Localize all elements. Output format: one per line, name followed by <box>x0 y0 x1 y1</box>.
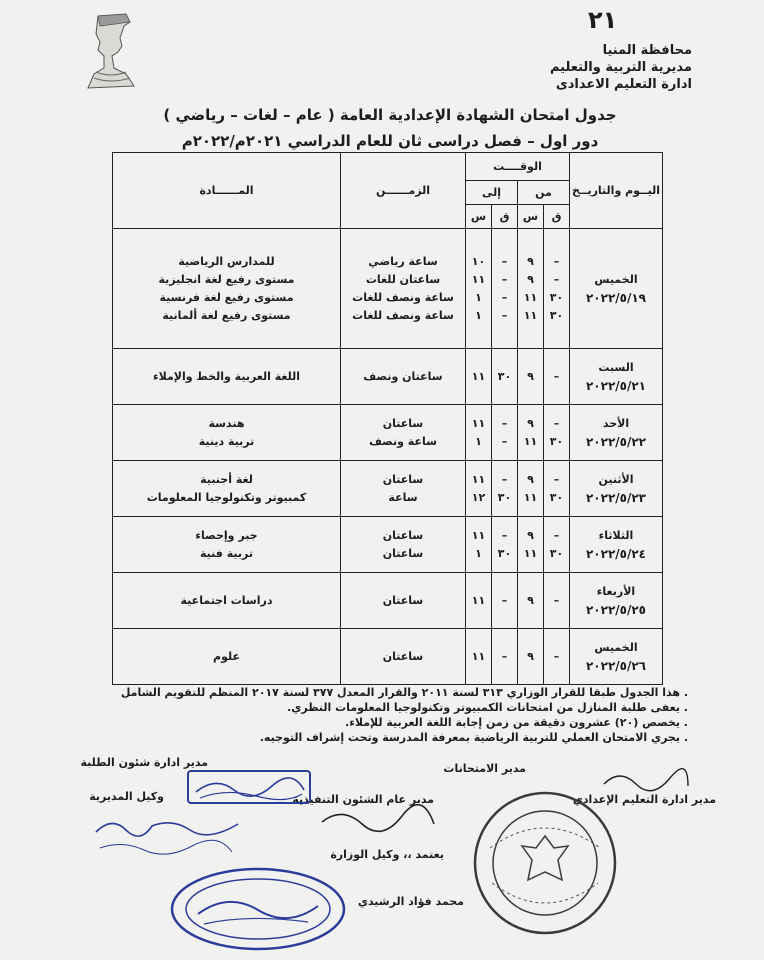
schedule-row <box>113 629 663 685</box>
subject-value: دراسات اجتماعية <box>180 593 273 607</box>
to-minutes-value: ٣٠ <box>497 490 512 504</box>
schedule-row <box>113 517 663 573</box>
schedule-row <box>113 229 663 349</box>
to-minutes-value: – <box>501 593 508 607</box>
from-hour-cell <box>518 405 544 461</box>
to-hour-value: ١١ <box>471 272 486 286</box>
from-minutes-value: ٣٠ <box>549 490 564 504</box>
header-day-date: اليــوم والتاريــخ <box>570 153 663 229</box>
subject-value: هندسة <box>208 416 245 430</box>
page-number: ٢١ <box>588 6 618 34</box>
date-label: ٢٠٢٢/٥/٢٢ <box>585 434 647 449</box>
from-minutes-value: – <box>553 528 560 542</box>
to-minutes-value: – <box>501 472 508 486</box>
duration-value: ساعتان للغات <box>365 272 441 286</box>
date-label: ٢٠٢٢/٥/٢٦ <box>585 658 647 673</box>
sig-prep-director: مدير ادارة التعليم الإعدادي <box>572 793 716 806</box>
to-minutes-cell <box>492 573 518 629</box>
exam-schedule-table <box>112 152 663 685</box>
from-minutes-value: – <box>553 272 560 286</box>
from-minutes-value: ٣٠ <box>549 308 564 322</box>
subject-value: علوم <box>213 649 240 663</box>
day-label: الثلاثاء <box>598 528 634 542</box>
header-subject: المــــــادة <box>113 153 341 229</box>
subject-cell <box>113 349 341 405</box>
to-hour-value: ١١ <box>471 416 486 430</box>
duration-value: ساعة ونصف <box>369 434 437 448</box>
from-minutes-value: ٣٠ <box>549 434 564 448</box>
blue-name-stamp <box>186 768 314 808</box>
duration-value: ساعة <box>388 490 418 504</box>
administration-label: ادارة التعليم الاعدادى <box>555 77 692 92</box>
from-minutes-cell <box>544 629 570 685</box>
to-hour-value: ١ <box>475 434 482 448</box>
subject-cell <box>113 629 341 685</box>
to-hour-value: ١١ <box>471 593 486 607</box>
header-to-q: ق <box>492 205 518 229</box>
schedule-row <box>113 461 663 517</box>
to-minutes-value: – <box>501 528 508 542</box>
to-minutes-value: – <box>501 272 508 286</box>
from-minutes-value: – <box>553 369 560 383</box>
to-hour-cell <box>466 629 492 685</box>
from-minutes-value: – <box>553 649 560 663</box>
day-label: الخميس <box>594 640 638 654</box>
to-minutes-value: – <box>501 649 508 663</box>
from-minutes-value: – <box>553 416 560 430</box>
from-minutes-cell <box>544 229 570 349</box>
notes-block <box>88 685 688 745</box>
sig-exams-director: مدير الامتحانات <box>443 762 526 775</box>
from-hour-cell <box>518 461 544 517</box>
duration-cell <box>341 349 466 405</box>
duration-cell <box>341 517 466 573</box>
from-hour-value: ٩ <box>527 369 534 383</box>
from-hour-cell <box>518 573 544 629</box>
title-line-1: جدول امتحان الشهادة الإعدادية العامة ( عام – لغات – رياضي ) <box>163 106 617 124</box>
to-minutes-cell <box>492 349 518 405</box>
day-label: الأربعاء <box>596 584 636 598</box>
to-minutes-value: – <box>501 308 508 322</box>
from-minutes-value: – <box>553 254 560 268</box>
to-minutes-cell <box>492 629 518 685</box>
from-hour-value: ٩ <box>527 416 534 430</box>
date-label: ٢٠٢٢/٥/٢٤ <box>585 546 647 561</box>
to-minutes-value: – <box>501 416 508 430</box>
from-minutes-cell <box>544 461 570 517</box>
from-hour-value: ٩ <box>527 272 534 286</box>
header-duration: الزمــــــن <box>341 153 466 229</box>
note-item: . هذا الجدول طبقا للقرار الوزاري ٣١٣ لسنة ٢٠١١ والقرار المعدل ٣٧٧ لسنة ٢٠١٧ المنظم للتقويم الشامل <box>120 686 688 699</box>
subject-value: تربية دينية <box>198 434 255 448</box>
sig-students-affairs: مدير ادارة شئون الطلبة <box>80 756 208 769</box>
from-hour-value: ١١ <box>523 434 538 448</box>
from-hour-cell <box>518 349 544 405</box>
day-label: الخميس <box>594 272 638 286</box>
to-minutes-value: – <box>501 254 508 268</box>
to-hour-value: ١١ <box>471 369 486 383</box>
duration-value: ساعتان <box>382 528 424 542</box>
to-hour-value: ١١ <box>471 649 486 663</box>
day-label: السبت <box>598 360 634 374</box>
to-hour-value: ١١ <box>471 472 486 486</box>
from-minutes-value: ٣٠ <box>549 290 564 304</box>
to-hour-cell <box>466 461 492 517</box>
to-hour-cell <box>466 229 492 349</box>
duration-cell <box>341 573 466 629</box>
from-hour-value: ٩ <box>527 472 534 486</box>
from-hour-value: ٩ <box>527 528 534 542</box>
subject-value: لغة أجنبية <box>200 472 253 486</box>
from-minutes-cell <box>544 573 570 629</box>
note-item: . يعفى طلبة المنازل من امتحانات الكمبيوتر وتكنولوجيا المعلومات النظري. <box>287 701 688 714</box>
subject-value: مستوى رفيع لغة فرنسية <box>159 290 294 304</box>
subject-cell <box>113 517 341 573</box>
duration-value: ساعتان <box>382 546 424 560</box>
to-minutes-value: – <box>501 434 508 448</box>
day-date-cell <box>570 349 663 405</box>
day-label: الأثنين <box>598 472 634 486</box>
day-label: الأحد <box>602 416 630 430</box>
from-hour-cell <box>518 229 544 349</box>
subject-value: للمدارس الرياضية <box>178 254 275 268</box>
black-signature <box>318 800 438 840</box>
to-minutes-value: ٣٠ <box>497 546 512 560</box>
from-minutes-value: – <box>553 593 560 607</box>
from-hour-value: ٩ <box>527 254 534 268</box>
from-hour-value: ١١ <box>523 546 538 560</box>
from-minutes-cell <box>544 517 570 573</box>
to-hour-cell <box>466 405 492 461</box>
duration-cell <box>341 629 466 685</box>
sig-name: محمد فؤاد الرشيدي <box>357 895 464 908</box>
to-minutes-cell <box>492 517 518 573</box>
note-item: . يخصص (٢٠) عشرون دقيقة من زمن إجابة اللغة العربية للإملاء. <box>345 716 688 729</box>
header-to-s: س <box>466 205 492 229</box>
from-minutes-cell <box>544 349 570 405</box>
date-label: ٢٠٢٢/٥/٢١ <box>585 378 647 393</box>
header-to: إلى <box>466 181 518 205</box>
title-line-2: دور اول – فصل دراسى ثان للعام الدراسي ٢٠٢١م/٢٠٢٢م <box>181 132 599 150</box>
subject-cell <box>113 229 341 349</box>
from-hour-value: ١١ <box>523 490 538 504</box>
day-date-cell <box>570 229 663 349</box>
header-block <box>550 42 692 93</box>
from-hour-value: ١١ <box>523 290 538 304</box>
day-date-cell <box>570 629 663 685</box>
to-minutes-cell <box>492 405 518 461</box>
day-date-cell <box>570 517 663 573</box>
subject-value: كمبيوتر وتكنولوجيا المعلومات <box>146 490 307 504</box>
to-hour-cell <box>466 349 492 405</box>
day-date-cell <box>570 573 663 629</box>
from-hour-value: ١١ <box>523 308 538 322</box>
subject-value: مستوى رفيع لغة ألمانية <box>162 308 291 322</box>
subject-cell <box>113 573 341 629</box>
duration-value: ساعتان <box>382 416 424 430</box>
black-signature-right <box>600 764 690 798</box>
from-minutes-value: ٣٠ <box>549 546 564 560</box>
day-date-cell <box>570 461 663 517</box>
to-hour-value: ١ <box>475 290 482 304</box>
to-minutes-value: ٣٠ <box>497 369 512 383</box>
directorate-label: مديرية التربية والتعليم <box>549 60 692 75</box>
duration-cell <box>341 229 466 349</box>
sig-approved: يعتمد ،، وكيل الوزارة <box>330 848 444 861</box>
to-hour-value: ١ <box>475 546 482 560</box>
schedule-row <box>113 405 663 461</box>
header-time: الوقــــت <box>466 153 570 181</box>
from-minutes-value: – <box>553 472 560 486</box>
duration-value: ساعة ونصف للغات <box>352 290 454 304</box>
subject-value: تربية فنية <box>200 546 253 560</box>
duration-value: ساعة رياضي <box>368 254 438 268</box>
schedule-row <box>113 349 663 405</box>
from-minutes-cell <box>544 405 570 461</box>
duration-cell <box>341 405 466 461</box>
duration-value: ساعتان ونصف <box>363 369 443 383</box>
from-hour-value: ٩ <box>527 593 534 607</box>
subject-cell <box>113 405 341 461</box>
note-item: . يجري الامتحان العملي للتربية الرياضية بمعرفة المدرسة وتحت إشراف التوجيه. <box>259 731 688 744</box>
governorate-label: محافظة المنيا <box>602 43 692 58</box>
header-from-s: س <box>518 205 544 229</box>
sig-deputy-directorate: وكيل المديرية <box>89 790 164 803</box>
to-hour-value: ١٠ <box>471 254 486 268</box>
subject-value: اللغة العربية والخط والإملاء <box>152 369 301 383</box>
to-hour-value: ١٢ <box>471 490 486 504</box>
to-minutes-cell <box>492 461 518 517</box>
subject-value: جبر وإحصاء <box>195 528 258 542</box>
round-eagle-seal <box>470 788 620 938</box>
from-hour-value: ٩ <box>527 649 534 663</box>
blue-oval-stamp <box>168 866 348 952</box>
duration-value: ساعة ونصف للغات <box>352 308 454 322</box>
duration-value: ساعتان <box>382 593 424 607</box>
duration-value: ساعتان <box>382 472 424 486</box>
date-label: ٢٠٢٢/٥/٢٣ <box>585 490 647 505</box>
sig-exec-affairs: مدير عام الشئون التنفيذية <box>292 793 434 806</box>
subject-value: مستوى رفيع لغة انجليزية <box>158 272 295 286</box>
to-hour-cell <box>466 517 492 573</box>
to-minutes-value: – <box>501 290 508 304</box>
schedule-row <box>113 573 663 629</box>
to-hour-cell <box>466 573 492 629</box>
date-label: ٢٠٢٢/٥/٢٥ <box>585 602 647 617</box>
from-hour-cell <box>518 629 544 685</box>
header-from: من <box>518 181 570 205</box>
blue-signature <box>92 812 242 864</box>
to-hour-value: ١ <box>475 308 482 322</box>
duration-cell <box>341 461 466 517</box>
duration-value: ساعتان <box>382 649 424 663</box>
header-from-q: ق <box>544 205 570 229</box>
nefertiti-logo <box>80 12 142 90</box>
subject-cell <box>113 461 341 517</box>
day-date-cell <box>570 405 663 461</box>
date-label: ٢٠٢٢/٥/١٩ <box>585 290 647 305</box>
from-hour-cell <box>518 517 544 573</box>
to-hour-value: ١١ <box>471 528 486 542</box>
to-minutes-cell <box>492 229 518 349</box>
